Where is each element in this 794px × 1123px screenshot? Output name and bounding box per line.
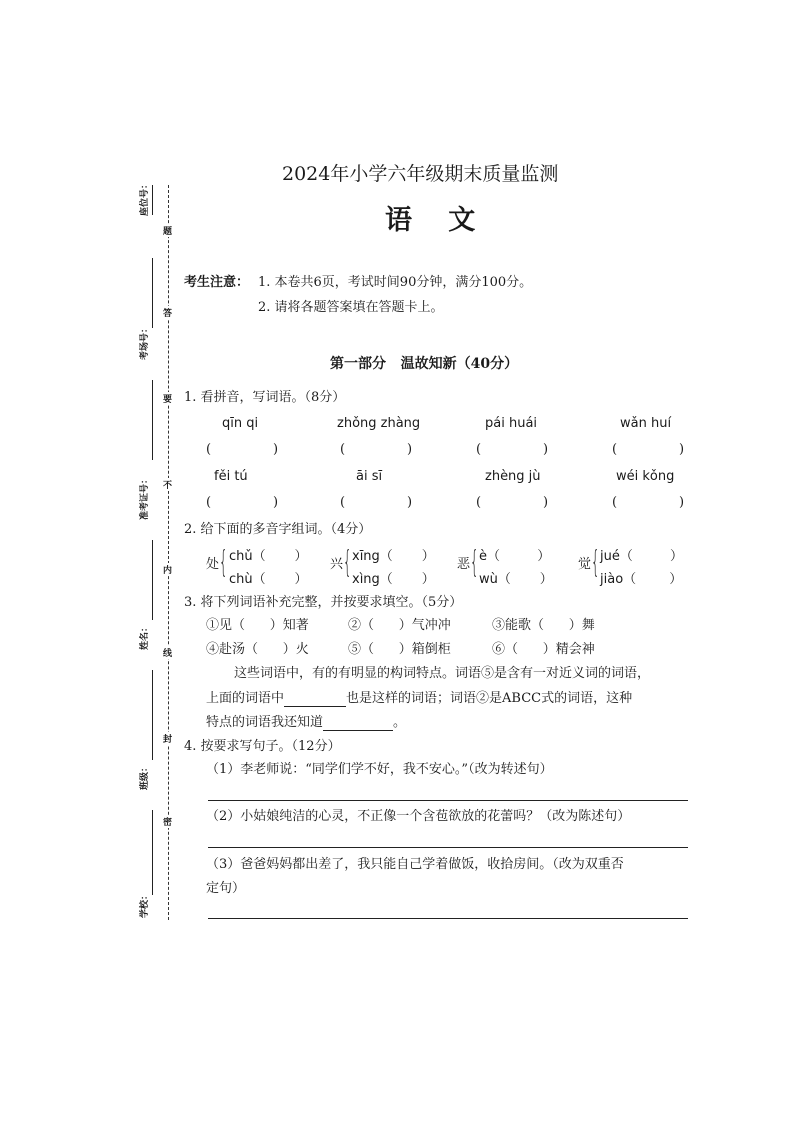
q4-sentence-3-line-1: （3）爸爸妈妈都出差了，我只能自己学着做饭，收拾房间。（改为双重否 (206, 857, 624, 872)
polyphone-char: 兴 (330, 557, 344, 572)
blank-line-school (152, 810, 153, 895)
seat-number-label: 座位号： (140, 179, 150, 216)
blank-line-room (152, 258, 153, 328)
polyphone-reading[interactable]: xìng（ ） (352, 572, 435, 587)
q1-answer-paren[interactable]: ( ) (476, 442, 549, 457)
fill-blank[interactable] (284, 694, 346, 707)
q3-paragraph-line-3 (206, 715, 406, 731)
seal-char-bu: 不 (163, 478, 172, 491)
q1-answer-paren[interactable]: ( ) (612, 442, 685, 457)
blank-line-ticket (152, 380, 153, 460)
q1-pinyin: āi sī (356, 469, 383, 484)
seal-char-da: 答 (163, 306, 172, 319)
class-label: 班级： (140, 762, 150, 790)
q1-answer-paren[interactable]: ( ) (206, 495, 279, 510)
idiom-item[interactable]: ④赴汤（ ）火 (206, 642, 309, 657)
q1-pinyin: zhèng jù (485, 469, 541, 484)
q1-answer-paren[interactable]: ( ) (340, 442, 413, 457)
seal-char-yao: 要 (163, 392, 172, 405)
polyphone-reading[interactable]: wù（ ） (479, 572, 553, 587)
seal-dashed-line (168, 185, 169, 920)
idiom-item[interactable]: ③能歌（ ）舞 (492, 618, 595, 633)
polyphone-reading[interactable]: xīng（ ） (352, 549, 435, 564)
section-1-title: 第一部分 温故知新（40分） (330, 356, 519, 372)
notice-line-1: 1. 本卷共6页，考试时间90分钟，满分100分。 (258, 275, 533, 290)
notice-line-2: 2. 请将各题答案填在答题卡上。 (258, 300, 444, 315)
q1-pinyin: wéi kǒng (616, 469, 675, 484)
polyphone-reading[interactable]: è（ ） (479, 549, 551, 564)
polyphone-reading[interactable]: chǔ（ ） (229, 549, 308, 564)
seal-char-ti: 题 (163, 224, 172, 237)
notice-label: 考生注意： (184, 275, 250, 290)
q3-para3-text-a: 特点的词语我还知道 (206, 715, 324, 730)
blank-line-class (152, 670, 153, 760)
seal-char-nei: 内 (163, 563, 172, 576)
q1-pinyin: qīn qi (222, 416, 259, 431)
q1-answer-paren[interactable]: ( ) (340, 495, 413, 510)
q3-paragraph-line-2 (206, 691, 632, 707)
q3-paragraph-line-1: 这些词语中，有的有明显的构词特点。词语⑤是含有一对近义词的词语， (234, 666, 651, 681)
idiom-item[interactable]: ①见（ ）知著 (206, 618, 309, 633)
q3-title: 3. 将下列词语补充完整，并按要求填空。（5分） (184, 595, 463, 610)
q4-sentence-3-line-2: 定句） (206, 881, 246, 896)
q1-pinyin: pái huái (485, 416, 538, 431)
seal-char-xian: 线 (163, 646, 172, 659)
seal-char-feng: 封 (163, 732, 172, 745)
q3-para2-text-b: 也是这样的词语；词语②是ABCC式的词语，这种 (346, 691, 633, 706)
q1-answer-paren[interactable]: ( ) (612, 495, 685, 510)
exam-title: 2024年小学六年级期末质量监测 (282, 163, 559, 185)
answer-line[interactable] (208, 800, 688, 801)
brace: { (591, 545, 600, 580)
name-label: 姓名： (140, 622, 150, 650)
ticket-number-label: 准考证号： (140, 474, 150, 520)
idiom-item[interactable]: ②（ ）气冲冲 (348, 618, 451, 633)
seal-char-mi: 密 (163, 815, 172, 828)
q1-pinyin: zhǒng zhàng (337, 416, 421, 431)
answer-line[interactable] (208, 918, 688, 919)
subject-title: 语 文 (385, 205, 478, 236)
polyphone-char: 觉 (578, 557, 592, 572)
q3-para2-text-a: 上面的词语中 (206, 691, 285, 706)
q1-pinyin: wǎn huí (620, 416, 672, 431)
idiom-item[interactable]: ⑤（ ）箱倒柜 (348, 642, 451, 657)
exam-room-label: 考场号： (140, 323, 150, 360)
q1-answer-paren[interactable]: ( ) (206, 442, 279, 457)
school-label: 学校： (140, 890, 150, 918)
q4-title: 4. 按要求写句子。（12分） (184, 739, 341, 754)
blank-line-seat (152, 185, 153, 215)
brace: { (219, 545, 228, 580)
polyphone-reading[interactable]: jué（ ） (600, 549, 684, 564)
fill-blank[interactable] (323, 718, 393, 731)
q4-sentence-1: （1）李老师说：“同学们学不好，我不安心。”（改为转述句） (206, 762, 553, 777)
brace: { (343, 545, 352, 580)
polyphone-char: 处 (206, 557, 220, 572)
q1-answer-paren[interactable]: ( ) (476, 495, 549, 510)
blank-line-name (152, 540, 153, 620)
polyphone-char: 恶 (457, 557, 471, 572)
q3-para3-text-b: 。 (393, 715, 407, 730)
answer-line[interactable] (208, 847, 688, 848)
q4-sentence-2: （2）小姑娘纯洁的心灵，不正像一个含苞欲放的花蕾吗？（改为陈述句） (206, 809, 631, 824)
brace: { (470, 545, 479, 580)
q1-title: 1. 看拼音，写词语。（8分） (184, 390, 346, 405)
q2-title: 2. 给下面的多音字组词。（4分） (184, 522, 372, 537)
polyphone-reading[interactable]: chù（ ） (229, 572, 308, 587)
q1-pinyin: fěi tú (214, 469, 248, 484)
polyphone-reading[interactable]: jiào（ ） (600, 572, 683, 587)
idiom-item[interactable]: ⑥（ ）精会神 (492, 642, 595, 657)
